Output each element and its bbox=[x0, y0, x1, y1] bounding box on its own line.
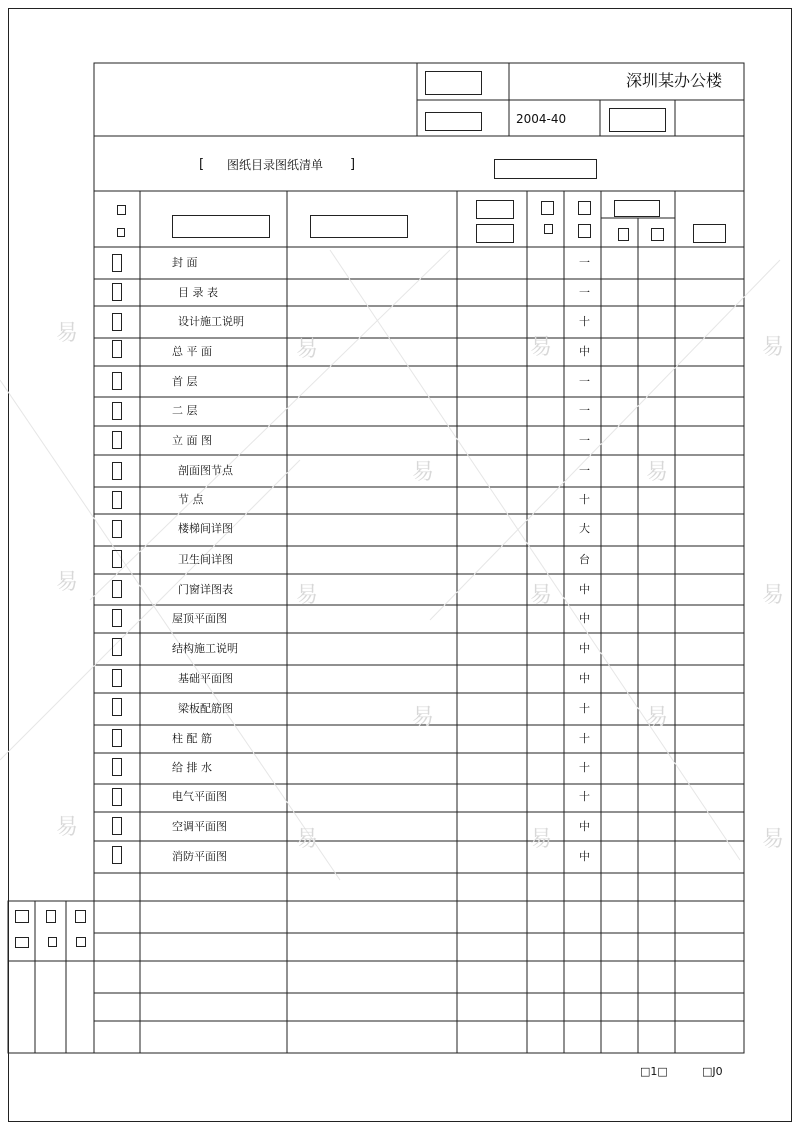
row-mark: 台 bbox=[579, 553, 590, 566]
watermark: 易 bbox=[56, 815, 79, 840]
row-mark: 十 bbox=[579, 702, 590, 715]
row-name: 空调平面图 bbox=[172, 820, 227, 833]
row-name: 电气平面图 bbox=[172, 790, 227, 803]
watermark: 易 bbox=[296, 583, 319, 608]
row-index-box bbox=[112, 254, 122, 272]
watermark: 易 bbox=[296, 337, 319, 362]
row-mark: 十 bbox=[579, 732, 590, 745]
col-header-name bbox=[172, 215, 270, 238]
watermark: 易 bbox=[762, 335, 785, 360]
side-box bbox=[75, 910, 86, 923]
row-mark: 一 bbox=[579, 464, 590, 477]
row-index-box bbox=[112, 846, 122, 864]
watermark: 易 bbox=[646, 705, 669, 730]
row-name: 结构施工说明 bbox=[172, 642, 238, 655]
page-label: □1□ bbox=[640, 1065, 668, 1078]
title-bracket-right: ] bbox=[350, 157, 356, 172]
col-header-size bbox=[544, 224, 553, 234]
header-field bbox=[609, 108, 666, 132]
row-name: 剖面图节点 bbox=[178, 464, 233, 477]
row-mark: 一 bbox=[579, 404, 590, 417]
row-name: 二 层 bbox=[172, 404, 198, 417]
page-title: 图纸目录图纸清单 bbox=[227, 158, 324, 172]
row-name: 封 面 bbox=[172, 256, 198, 269]
row-index-box bbox=[112, 638, 122, 656]
row-name: 屋顶平面图 bbox=[172, 612, 227, 625]
row-mark: 一 bbox=[579, 256, 590, 269]
row-index-box bbox=[112, 283, 122, 301]
row-name: 给 排 水 bbox=[172, 761, 212, 774]
row-mark: 一 bbox=[579, 434, 590, 447]
row-mark: 十 bbox=[579, 493, 590, 506]
side-box bbox=[15, 910, 29, 923]
watermark: 易 bbox=[530, 335, 553, 360]
header-field bbox=[425, 112, 482, 131]
row-index-box bbox=[112, 669, 122, 687]
col-header-desc bbox=[310, 215, 408, 238]
side-box bbox=[76, 937, 86, 947]
row-index-box bbox=[112, 609, 122, 627]
row-mark: 中 bbox=[579, 642, 590, 655]
row-index-box bbox=[112, 462, 122, 480]
row-index-box bbox=[112, 340, 122, 358]
col-header-copies-b bbox=[651, 228, 664, 241]
row-index-box bbox=[112, 788, 122, 806]
col-header-no bbox=[476, 224, 514, 243]
row-mark: 十 bbox=[579, 761, 590, 774]
row-mark: 一 bbox=[579, 375, 590, 388]
watermark: 易 bbox=[530, 827, 553, 852]
watermark: 易 bbox=[762, 583, 785, 608]
row-name: 设计施工说明 bbox=[178, 315, 244, 328]
row-mark: 中 bbox=[579, 820, 590, 833]
side-box bbox=[48, 937, 57, 947]
col-header-type bbox=[578, 224, 591, 238]
title-field bbox=[494, 159, 597, 179]
row-name: 首 层 bbox=[172, 375, 198, 388]
col-header-seq bbox=[117, 205, 126, 215]
row-index-box bbox=[112, 758, 122, 776]
watermark: 易 bbox=[530, 583, 553, 608]
col-header-seq bbox=[117, 228, 125, 237]
watermark: 易 bbox=[412, 460, 435, 485]
row-name: 卫生间详图 bbox=[178, 553, 233, 566]
row-name: 梁板配筋图 bbox=[178, 702, 233, 715]
row-name: 总 平 面 bbox=[172, 345, 212, 358]
row-name: 基础平面图 bbox=[178, 672, 233, 685]
row-index-box bbox=[112, 698, 122, 716]
row-index-box bbox=[112, 550, 122, 568]
company-name: 深圳某办公楼 bbox=[626, 71, 723, 90]
row-mark: 中 bbox=[579, 345, 590, 358]
side-box bbox=[15, 937, 29, 948]
watermark: 易 bbox=[646, 460, 669, 485]
row-name: 门窗详图表 bbox=[178, 583, 233, 596]
row-mark: 中 bbox=[579, 583, 590, 596]
row-mark: 中 bbox=[579, 850, 590, 863]
title-bracket-left: [ bbox=[199, 157, 205, 172]
row-mark: 中 bbox=[579, 672, 590, 685]
row-index-box bbox=[112, 491, 122, 509]
row-index-box bbox=[112, 520, 122, 538]
row-name: 目 录 表 bbox=[178, 286, 218, 299]
row-index-box bbox=[112, 402, 122, 420]
row-mark: 一 bbox=[579, 286, 590, 299]
col-header-type bbox=[578, 201, 591, 215]
watermark: 易 bbox=[56, 321, 79, 346]
row-name: 立 面 图 bbox=[172, 434, 212, 447]
side-box bbox=[46, 910, 56, 923]
col-header-size bbox=[541, 201, 554, 215]
row-index-box bbox=[112, 313, 122, 331]
row-index-box bbox=[112, 431, 122, 449]
row-name: 柱 配 筋 bbox=[172, 732, 212, 745]
row-mark: 十 bbox=[579, 315, 590, 328]
row-name: 节 点 bbox=[178, 493, 204, 506]
header-field bbox=[425, 71, 482, 95]
row-index-box bbox=[112, 817, 122, 835]
watermark: 易 bbox=[296, 827, 319, 852]
row-index-box bbox=[112, 729, 122, 747]
row-mark: 十 bbox=[579, 790, 590, 803]
col-header-no bbox=[476, 200, 514, 219]
row-index-box bbox=[112, 372, 122, 390]
drawing-number: 2004-40 bbox=[516, 112, 567, 126]
col-header-copies-a bbox=[618, 228, 629, 241]
row-name: 楼梯间详图 bbox=[178, 522, 233, 535]
watermark: 易 bbox=[56, 570, 79, 595]
watermark: 易 bbox=[412, 705, 435, 730]
page-total: □J0 bbox=[702, 1065, 723, 1078]
watermark: 易 bbox=[762, 827, 785, 852]
row-index-box bbox=[112, 580, 122, 598]
row-name: 消防平面图 bbox=[172, 850, 227, 863]
col-header-remark bbox=[693, 224, 726, 243]
row-mark: 大 bbox=[579, 522, 590, 535]
col-header-copies bbox=[614, 200, 660, 217]
row-mark: 中 bbox=[579, 612, 590, 625]
